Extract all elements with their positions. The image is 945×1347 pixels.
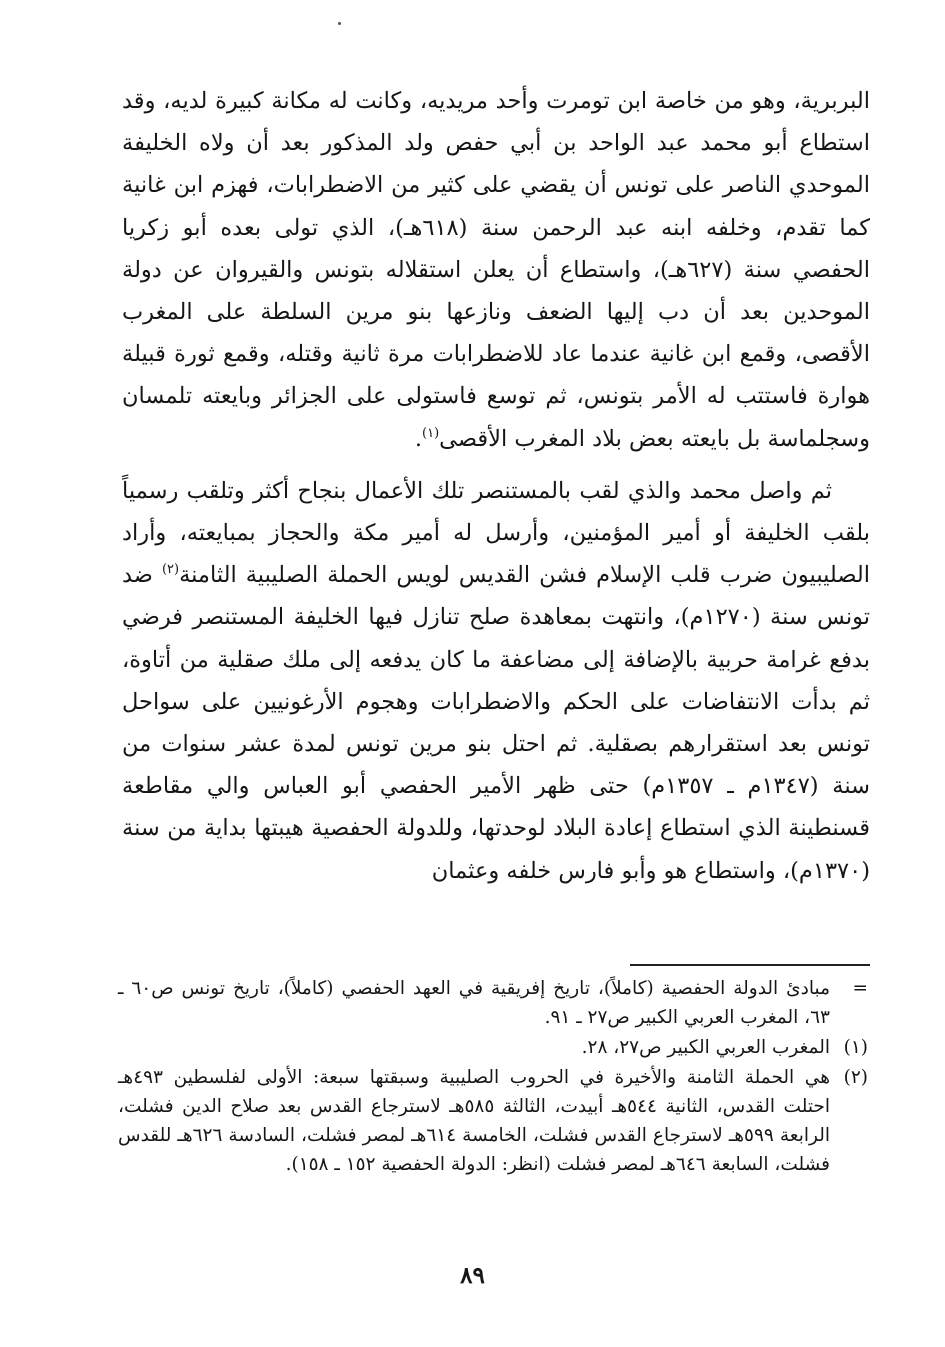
paragraph <box>122 470 870 892</box>
footnote-marker: = <box>852 978 868 999</box>
footnote-item <box>118 974 868 1032</box>
footnote-marker: (١) <box>843 1037 868 1058</box>
scan-speck <box>338 22 341 25</box>
page-number: ٨٩ <box>460 1262 485 1289</box>
footnote-item <box>118 1063 868 1179</box>
paragraph-text: ضد تونس سنة (١٢٧٠م)، وانتهت بمعاهدة صلح تنازل فيها الخليفة المستنصر فرضي بدفع غرامة حربية بالإضافة إلى مضاعفة ما كان يدفعه إلى ملك صقلية من أتاوة، ثم بدأت الانتفاضات على الحكم والاضطرابات وهجوم الأرغونيين على سواحل تونس بعد استقرارهم بصقلية. ثم احتل بنو مرين تونس لمدة عشر سنوات من سنة (١٣٤٧م ـ ١٣٥٧م) حتى ظهر الأمير الحفصي أبو العباس والي مقاطعة قسنطينة الذي استطاع إعادة البلاد لوحدتها، وللدولة الحفصية هيبتها بداية من سنة (١٣٧٠م)، واستطاع هو وأبو فارس خلفه وعثمان <box>122 562 870 884</box>
footnote-separator <box>630 964 870 966</box>
footnote-text: مبادئ الدولة الحفصية (كاملاً)، تاريخ إفريقية في العهد الحفصي (كاملاً)، تاريخ تونس ص٦٠ ـ ٦٣، المغرب العربي الكبير ص٢٧ ـ ٩١. <box>118 978 830 1028</box>
main-text-block <box>122 80 870 892</box>
footnote-reference: (١) <box>422 425 440 441</box>
footnote-marker: (٢) <box>843 1067 868 1088</box>
paragraph-text: البربرية، وهو من خاصة ابن تومرت وأحد مريديه، وكانت له مكانة كبيرة لديه، وقد استطاع أبو محمد عبد الواحد بن أبي حفص ولد المذكور بعد أن ولاه الخليفة الموحدي الناصر على تونس أن يقضي على كثير من الاضطرابات، فهزم ابن غانية كما تقدم، وخلفه ابنه عبد الرحمن سنة (٦١٨هـ)، الذي تولى بعده أبو زكريا الحفصي سنة (٦٢٧هـ)، واستطاع أن يعلن استقلاله بتونس والقيروان عن دولة الموحدين بعد أن دب إليها الضعف ونازعها بنو مرين السلطة على المغرب الأقصى، وقمع ابن غانية عندما عاد للاضطرابات مرة ثانية وقتله، وقمع ثورة قبيلة هوارة فاستتب له الأمر بتونس، ثم توسع فاستولى على الجزائر وبايعته تلمسان وسجلماسة بل بايعته بعض بلاد المغرب الأقصى <box>122 88 870 452</box>
paragraph-end: . <box>414 425 423 452</box>
paragraph-text: ثم واصل محمد والذي لقب بالمستنصر تلك الأعمال بنجاح أكثر وتلقب رسمياً بلقب الخليفة أو أمير المؤمنين، وأرسل له أمير مكة والحجاز بمبايعته، وأراد الصليبيون ضرب قلب الإسلام فشن القديس لويس الحملة الصليبية الثامنة <box>122 477 870 589</box>
footnote-text: هي الحملة الثامنة والأخيرة في الحروب الصليبية وسبقتها سبعة: الأولى لفلسطين ٤٩٣هـ احتلت القدس، الثانية ٥٤٤هـ أبيدت، الثالثة ٥٨٥هـ لاسترجاع القدس بعد صلاح الدين فشلت، الرابعة ٥٩٩هـ لاسترجاع القدس فشلت، الخامسة ٦١٤هـ لمصر فشلت، السادسة ٦٢٦هـ للقدس فشلت، السابعة ٦٤٦هـ لمصر فشلت (انظر: الدولة الحفصية ١٥٢ ـ ١٥٨). <box>118 1067 831 1175</box>
footnote-item <box>118 1033 868 1062</box>
footnotes <box>118 974 868 1180</box>
footnote-text: المغرب العربي الكبير ص٢٧، ٢٨. <box>581 1037 830 1058</box>
footnote-reference: (٢) <box>161 562 180 578</box>
paragraph <box>122 80 870 460</box>
